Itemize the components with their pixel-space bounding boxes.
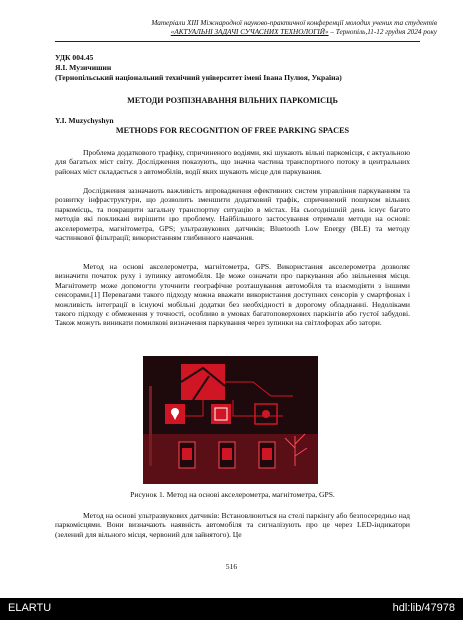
author-ua: Я.І. Музичишин bbox=[55, 63, 112, 72]
running-header bbox=[17, 19, 437, 37]
header-date: – Тернопіль,11-12 грудня 2024 року bbox=[328, 28, 437, 36]
paragraph-4: Метод на основі ультразвукових датчиків: Встановлюються на стелі паркінгу або безпосередньо над паркомісцями. Вони визначають наявність автомобіля та сигналізують про це через LED-індикатори (зелений для вільного місця, червоний для зайнятого). Це bbox=[55, 511, 410, 539]
handle-identifier[interactable]: hdl:lib/47978 bbox=[392, 602, 455, 614]
header-rule bbox=[55, 41, 420, 42]
header-line-2 bbox=[17, 28, 437, 37]
affiliation: (Тернопільський національний технічний університет імені Івана Пулюя, Україна) bbox=[55, 73, 342, 82]
paragraph-1: Проблема додаткового трафіку, спричиненого водіями, які шукають вільні паркомісця, є актуальною для багатьох міст світу. Дослідження показують, що значна частина транспортного потоку в центральних районах міст складається з автомобілів, водії яких шукають місце для паркування. bbox=[55, 148, 410, 176]
map-icon bbox=[181, 364, 225, 400]
paragraph-3: Метод на основі акселерометра, магнітометра, GPS. Використання акселерометра дозволяє визначити початок руху і зупинку автомобіля. Це може означати про паркування або звільнення місця. Магнітометр може допомогти уточнити географічне розташування автомобіля та взаємодіяти з іншими сенсорами.[1] Перевагами такого підходу можна вважати використання доступних сенсорів у смартфонах і можливість інтеграції в існуючі мобільні додатки без необхідності в дорогому обладнанні. Недоліками такого підходу є обмеження у точності, особливо в умовах багатоповерхових паркінгів або густої забудові. Також можуть виникати помилкові визначення паркування через зупинки на світлофорах або затори. bbox=[55, 262, 410, 328]
author-en: Y.I. Muzychyshyn bbox=[55, 116, 114, 125]
repository-name: ELARTU bbox=[8, 602, 52, 614]
parking-tile bbox=[211, 404, 231, 424]
conference-title-link[interactable]: «АКТУАЛЬНІ ЗАДАЧІ СУЧАСНИХ ТЕХНОЛОГІЙ» bbox=[170, 28, 329, 36]
repository-footer-bar bbox=[0, 598, 463, 620]
figure-1-caption: Рисунок 1. Метод на основі акселерометра, магнітометра, GPS. bbox=[130, 490, 335, 499]
udc-code: УДК 004.45 bbox=[55, 53, 94, 62]
figure-1-image bbox=[143, 356, 318, 484]
figure-illustration bbox=[143, 356, 318, 484]
header-line-1: Матеріали XIII Міжнародної науково-практичної конференції молодих учених та студентів bbox=[151, 19, 437, 27]
title-en: METHODS FOR RECOGNITION OF FREE PARKING SPACES bbox=[115, 126, 350, 135]
paragraph-2: Дослідження зазначають важливість впровадження ефективних систем управління паркуванням та розвитку інфраструктури, що дозволить зменшити додатковий трафік, спричинений пошуком вільних паркомісць, та покращити загальну транспортну ситуацію в містах. На сьогоднішній день існує багато методів які покликані вирішити цю проблему. Найбільшого застосування отримали методи на основі: акселерометра, магнітометра, GPS; ультразвукових датчиків; Bluetooth Low Energy (BLE) та методу частинкової фільтрації; використанням глибинного навчання. bbox=[55, 186, 410, 243]
page-number: 516 bbox=[225, 562, 238, 571]
title-ua: МЕТОДИ РОЗПІЗНАВАННЯ ВІЛЬНИХ ПАРКОМІСЦЬ bbox=[127, 96, 338, 105]
